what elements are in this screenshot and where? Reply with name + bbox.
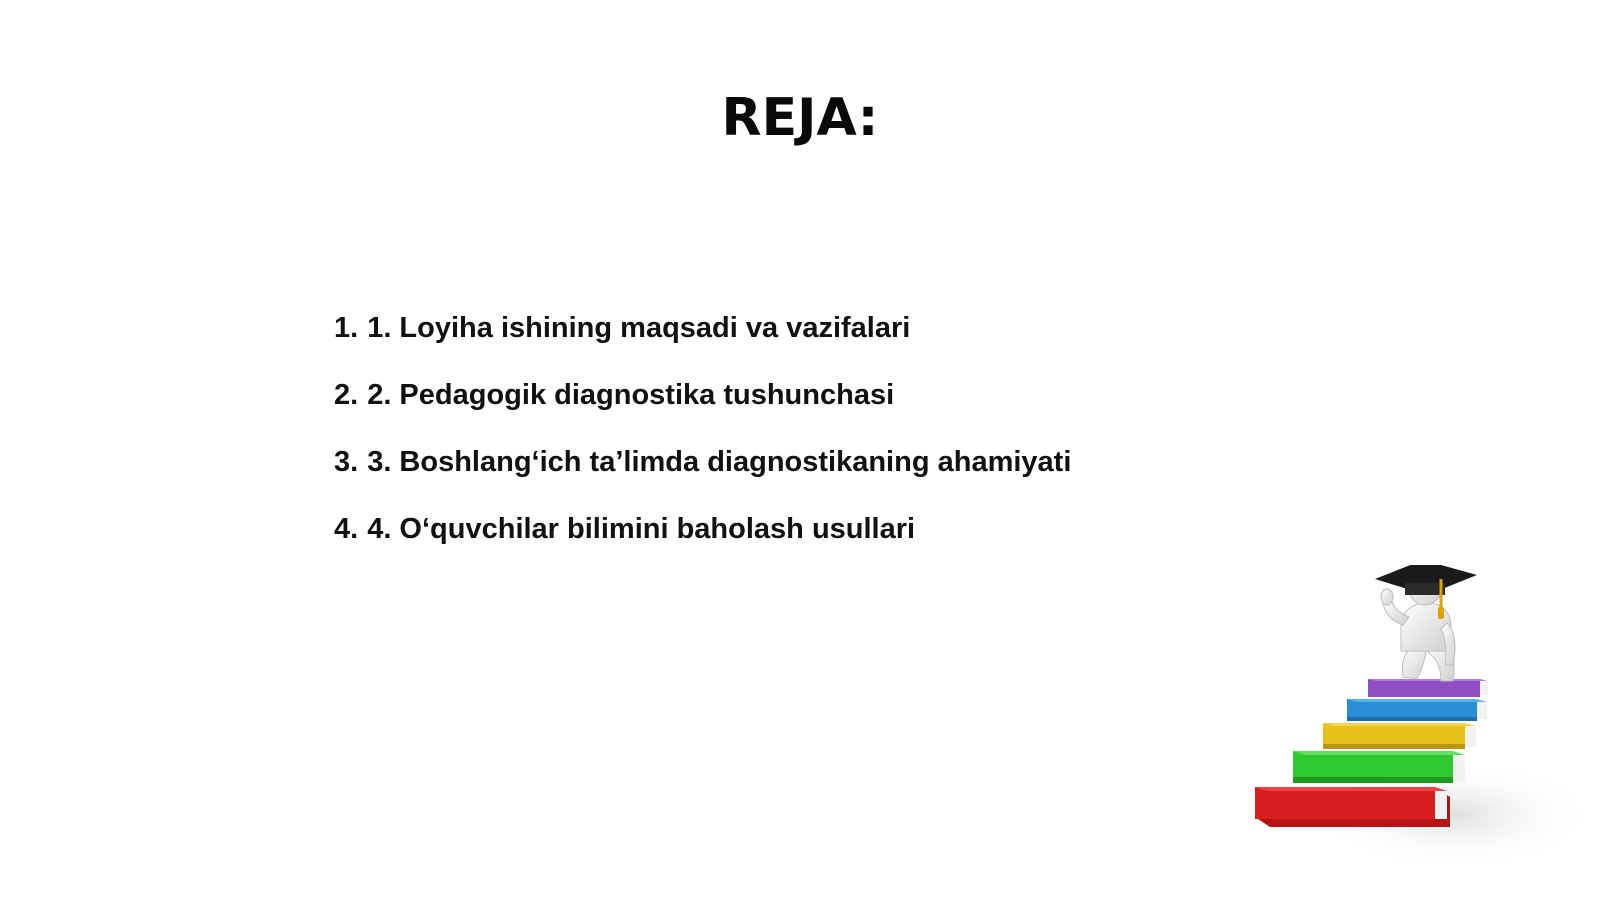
plan-item-number: 4.	[334, 513, 359, 545]
blue-book	[1347, 699, 1487, 721]
plan-item-text: 3. Boshlang‘ich ta’limda diagnostikaning ahamiyati	[367, 446, 1072, 478]
plan-item-text: 4. O‘quvchilar bilimini baholash usullari	[367, 513, 916, 545]
purple-book	[1368, 679, 1488, 697]
green-book	[1293, 751, 1465, 783]
plan-item-4	[334, 513, 1071, 580]
plan-item-text: 1. Loyiha ishining maqsadi va vazifalari	[367, 312, 911, 344]
red-book	[1255, 787, 1450, 827]
plan-item-2	[334, 379, 1071, 446]
plan-item-number: 3.	[334, 446, 359, 478]
yellow-book	[1323, 723, 1476, 749]
slide-title: REJA:	[721, 88, 879, 148]
plan-item-3	[334, 446, 1071, 513]
plan-item-1	[334, 312, 1071, 379]
plan-item-text: 2. Pedagogik diagnostika tushunchasi	[367, 379, 895, 411]
graduate-on-books-icon	[1255, 565, 1600, 895]
plan-item-number: 2.	[334, 379, 359, 411]
plan-list	[334, 312, 1071, 580]
plan-item-number: 1.	[334, 312, 359, 344]
